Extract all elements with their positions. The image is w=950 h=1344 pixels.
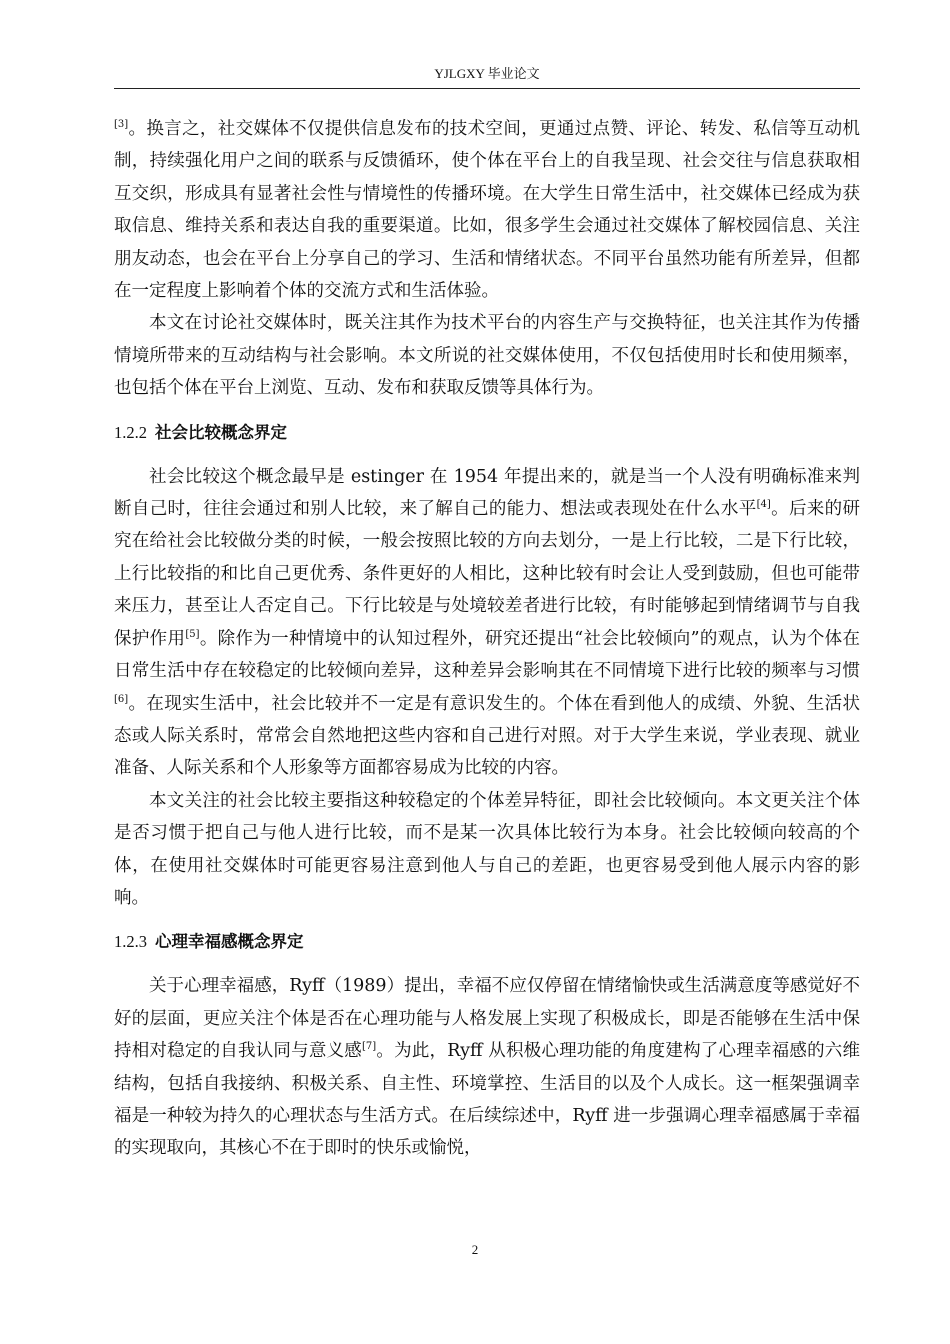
section-heading-1-2-2 — [114, 405, 860, 461]
section-title: 社会比较概念界定 — [155, 422, 287, 442]
page-number: 2 — [471, 1242, 479, 1257]
paragraph-text: 社会比较这个概念最早是 estinger 在 1954 年提出来的，就是当一个人没有明确标准来判断自己时，往往会通过和别人比较，来了解自己的能力、想法或表现处在什么水平 — [114, 466, 860, 520]
paragraph-5 — [114, 970, 860, 1164]
paragraph-text: 。后来的研究在给社会比较做分类的时候，一般会按照比较的方向去划分，一是上行比较，二是下行比较，上行比较指的和比自己更优秀、条件更好的人相比，这种比较有时会让人受到鼓励，但也可能带来压力，甚至让人否定自己。下行比较是与处境较差者进行比较，有时能够起到情绪调节与自我保护作用 — [114, 499, 860, 649]
section-number: 1.2.3 — [114, 932, 147, 952]
section-number: 1.2.2 — [114, 422, 147, 442]
paragraph-1 — [114, 113, 860, 307]
section-title: 心理幸福感概念界定 — [155, 932, 304, 952]
citation-ref: [4] — [756, 499, 771, 511]
page-body — [114, 113, 860, 1165]
paragraph-4: 本文关注的社会比较主要指这种较稳定的个体差异特征，即社会比较倾向。本文更关注个体是否习惯于把自己与他人进行比较，而不是某一次具体比较行为本身。社会比较倾向较高的个体，在使用社交媒体时可能更容易注意到他人与自己的差距，也更容易受到他人展示内容的影响。 — [114, 790, 860, 908]
paragraph-text: 。换言之，社交媒体不仅提供信息发布的技术空间，更通过点赞、评论、转发、私信等互动机制，持续强化用户之间的联系与反馈循环，使个体在平台上的自我呈现、社会交往与信息获取相互交织，形成具有显著社会性与情境性的传播环境。在大学生日常生活中，社交媒体已经成为获取信息、维持关系和表达自我的重要渠道。比如，很多学生会通过社交媒体了解校园信息、关注朋友动态，也会在平台上分享自己的学习、生活和情绪状态。不同平台虽然功能有所差异，但都在一定程度上影响着个体的交流方式和生活体验。 — [114, 119, 860, 302]
section-heading-1-2-3 — [114, 914, 860, 970]
page-header: YJLGXY 毕业论文 — [434, 66, 540, 81]
paragraph-text: 。在现实生活中，社会比较并不一定是有意识发生的。个体在看到他人的成绩、外貌、生活状态或人际关系时，常常会自然地把这些内容和自己进行对照。对于大学生来说，学业表现、就业准备、人际关系和个人形象等方面都容易成为比较的内容。 — [114, 693, 860, 779]
citation-ref: [7] — [362, 1041, 377, 1053]
paragraph-text: 。为此，Ryff 从积极心理功能的角度建构了心理幸福感的六维结构，包括自我接纳、积极关系、自主性、环境掌控、生活目的以及个人成长。这一框架强调幸福是一种较为持久的心理状态与生活方式。在后续综述中，Ryff 进一步强调心理幸福感属于幸福的实现取向，其核心不在于即时的快乐或愉悦， — [114, 1041, 861, 1159]
paragraph-3 — [114, 461, 860, 785]
paragraph-text: 。除作为一种情境中的认知过程外，研究还提出“社会比较倾向”的观点，认为个体在日常生活中存在较稳定的比较倾向差异，这种差异会影响其在不同情境下进行比较的频率与习惯 — [114, 628, 861, 682]
citation-ref: [6] — [114, 693, 129, 705]
citation-ref: [5] — [185, 628, 200, 640]
paragraph-text: 关于心理幸福感，Ryff（1989）提出，幸福不应仅停留在情绪愉快或生活满意度等感觉好不好的层面，更应关注个体是否在心理功能与人格发展上实现了积极成长，即是否能够在生活中保持相对稳定的自我认同与意义感 — [114, 976, 860, 1062]
header-rule — [114, 88, 860, 89]
citation-ref: [3] — [114, 119, 129, 130]
paragraph-2: 本文在讨论社交媒体时，既关注其作为技术平台的内容生产与交换特征，也关注其作为传播情境所带来的互动结构与社会影响。本文所说的社交媒体使用，不仅包括使用时长和使用频率，也包括个体在平台上浏览、互动、发布和获取反馈等具体行为。 — [114, 313, 860, 399]
